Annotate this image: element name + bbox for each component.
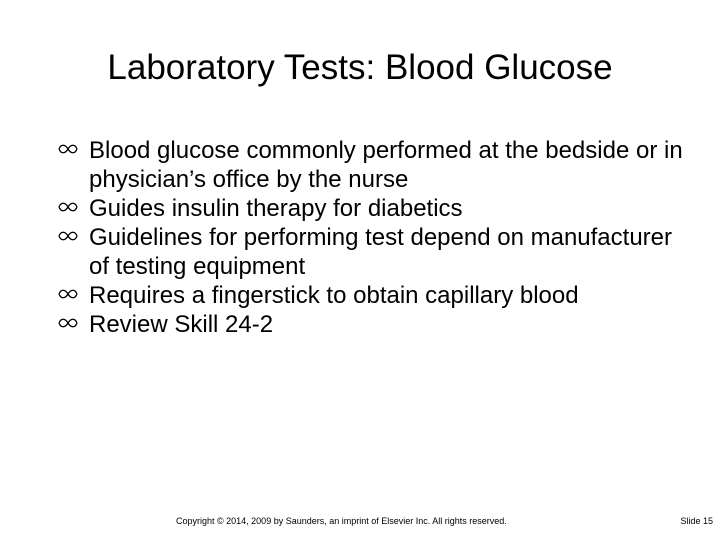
double-loop-bullet-icon (58, 230, 78, 242)
bullet-item (58, 223, 698, 281)
bullet-text: Guides insulin therapy for diabetics (89, 195, 463, 222)
double-loop-bullet-icon (58, 317, 78, 329)
bullet-text: Guidelines for performing test depend on manufacturer of testing equipment (89, 224, 672, 280)
slide-number: Slide 15 (680, 516, 713, 526)
bullet-item (58, 281, 698, 310)
footer-copyright: Copyright © 2014, 2009 by Saunders, an imprint of Elsevier Inc. All rights reserved. (176, 516, 507, 526)
bullet-text: Review Skill 24-2 (89, 311, 274, 338)
bullet-list (58, 136, 698, 339)
bullet-item (58, 310, 698, 339)
bullet-text: Blood glucose commonly performed at the bedside or in physician’s office by the nurse (89, 137, 683, 193)
double-loop-bullet-icon (58, 201, 78, 213)
bullet-text: Requires a fingerstick to obtain capillary blood (89, 282, 579, 309)
double-loop-bullet-icon (58, 288, 78, 300)
bullet-item (58, 194, 698, 223)
bullet-item (58, 136, 698, 194)
double-loop-bullet-icon (58, 143, 78, 155)
slide-title: Laboratory Tests: Blood Glucose (107, 48, 613, 87)
